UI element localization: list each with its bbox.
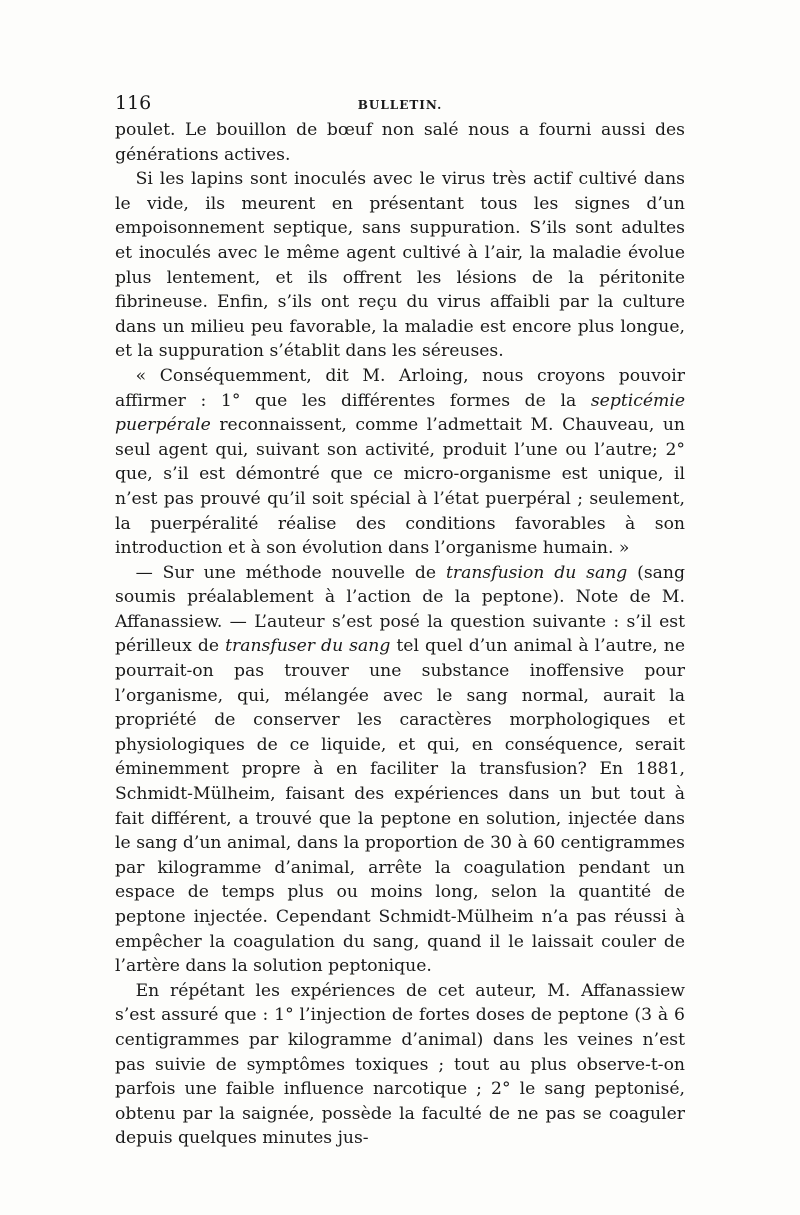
text-run: Si les lapins sont inoculés avec le virus très actif cultivé dans le vide, ils meurent en présentant tous les signes d’un empoisonnement septique, sans suppuration. S’ils sont adultes et inoculés avec le même agent cultivé à l’air, la maladie évolue plus lentement, et ils offrent les lésions de la péritonite fibrineuse. Enfin, s’ils ont reçu du virus affaibli par la culture dans un milieu peu favorable, la maladie est encore plus longue, et la suppuration s’établit dans les séreuses. [115,169,685,362]
paragraph-p5 [115,979,685,1151]
italic-text: septicémie puerpérale [115,390,685,436]
italic-text: transfuser du sang [225,636,391,657]
text-run: En répétant les expériences de cet auteur, M. Affanassiew s’est assuré que : 1° l’injection de fortes doses de peptone (3 à 6 centigrammes par kilogramme d’animal) dans les veines n’est pas suivie de symptômes toxiques ; tout au plus observe-t-on parfois une faible influence narcotique ; 2° le sang peptonisé, obtenu par la saignée, possède la faculté de ne pas se coaguler depuis quelques minutes jus- [115,980,685,1149]
italic-text: transfusion du sang [445,562,628,583]
paragraph-p2 [115,167,685,364]
text-run: — Sur une méthode nouvelle de [135,562,446,583]
paragraph-p3 [115,364,685,561]
page [115,92,685,1151]
text-run: poulet. Le bouillon de bœuf non salé nous a fourni aussi des générations actives. [115,120,685,165]
running-title: BULLETIN. [357,98,443,112]
page-header [115,92,685,118]
paragraph-p4 [115,561,685,979]
text-run: (sang soumis préalablement à l’action de la peptone). Note de M. Affanassiew. — L’auteur s’est posé la question suivante : s’il est périlleux de [115,562,685,657]
text-run: tel quel d’un animal à l’autre, ne pourrait-on pas trouver une substance inoffensive pour l’organisme, qui, mélangée avec le sang normal, aurait la propriété de conserver les caractères morphologiques et physiologiques de ce liquide, et qui, en conséquence, serait éminemment propre à en faciliter la transfusion? En 1881, Schmidt-Mülheim, faisant des expériences dans un but tout à fait différent, a trouvé que la peptone en solution, injectée dans le sang d’un animal, dans la proportion de 30 à 60 centigrammes par kilogramme d’animal, arrête la coagulation pendant un espace de temps plus ou moins long, selon la quantité de peptone injectée. Cependant Schmidt-Mülheim n’a pas réussi à empêcher la coagulation du sang, quand il le laissait couler de l’artère dans la solution peptonique. [115,636,685,977]
article-body [115,118,685,1151]
paragraph-p1 [115,118,685,167]
text-run: « Conséquemment, dit M. Arloing, nous croyons pouvoir affirmer : 1° que les différentes formes de la [115,365,685,411]
text-run: reconnaissent, comme l’admettait M. Chauveau, un seul agent qui, suivant son activité, produit l’une ou l’autre; 2° que, s’il est démontré que ce micro-organisme est unique, il n’est pas prouvé qu’il soit spécial à l’état puerpéral ; seulement, la puerpéralité réalise des conditions favorables à son introduction et à son évolution dans l’organisme humain. » [115,415,685,559]
page-number: 116 [115,92,152,114]
